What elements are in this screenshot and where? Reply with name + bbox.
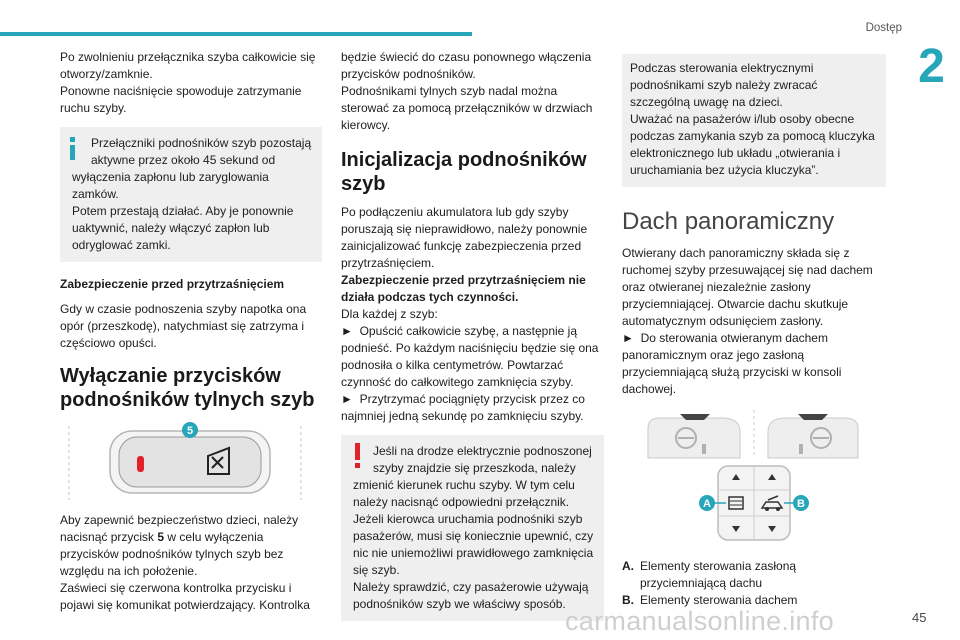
info-line: wyłączenia zapłonu lub zaryglowania: [72, 170, 269, 184]
step: ► Przytrzymać pociągnięty przycisk przez co najmniej jedną sekundę po zamknięciu szyby.: [341, 392, 585, 423]
warning-line: się szyb.: [353, 563, 400, 577]
caution-line: szczególną uwagę na dzieci.: [630, 95, 783, 109]
warning-line: Jeśli na drodze elektrycznie podnoszonej: [373, 444, 592, 458]
warning-line: pasażerów, musi się koniecznie upewnić, czy: [353, 529, 594, 543]
caution-line: elektronicznego lub układu „otwierania i: [630, 146, 841, 160]
subheading: Zabezpieczenie przed przytrzaśnięciem: [60, 277, 285, 291]
page-number: 45: [912, 610, 927, 625]
info-line: uaktywnić, należy włączyć zapłon lub: [72, 221, 270, 235]
info-icon: [68, 137, 77, 160]
legend-item: B. Elementy sterowania dachem: [622, 593, 798, 607]
info-line: Potem przestają działać. Aby je ponownie: [72, 204, 294, 218]
warning-line: Jeżeli kierowca uruchamia podnośniki szyb: [353, 512, 583, 526]
paragraph: Zaświeci się czerwona kontrolka przycisku i pojawi się komunikat potwierdzający. Kontrolka: [60, 581, 310, 612]
paragraph: Po podłączeniu akumulatora lub gdy szyby poruszają się nieprawidłowo, należy ponownie zainicjalizować funkcję zabezpieczenia przed przytrzaśnięciem.: [341, 205, 588, 270]
warning-line: podnośników szyb we właściwy sposób.: [353, 597, 566, 611]
caution-box: [622, 54, 886, 187]
step: ► Opuścić całkowicie szybę, a następnie ją podnieść. Po każdym naciśnięciu będzie się ona podnosiła o kilka centymetrów. Powtarzać czynność do całkowitego zamknięcia szyby.: [341, 324, 599, 389]
warning-line: szyby znajdzie się przeszkoda, należy: [373, 461, 576, 475]
chapter-number: 2: [918, 40, 945, 93]
section-heading: Dach panoramiczny: [622, 208, 835, 235]
paragraph: Aby zapewnić bezpieczeństwo dzieci, należy nacisnąć przycisk 5 w celu wyłączenia przycisków podnośników tylnych szyb bez względu na ich położenie.: [60, 513, 299, 578]
warning-line: nic nie uniemożliwi prawidłowego zamknięcia: [353, 546, 594, 560]
roof-console-figure: [622, 406, 886, 544]
paragraph: Po zwolnieniu przełącznika szyba całkowicie się otworzy/zamknie.: [60, 50, 316, 81]
warning-line: zmienić kierunek ruchu szyby. W tym celu: [353, 478, 575, 492]
info-line: odryglować zamki.: [72, 238, 171, 252]
caution-line: Uważać na pasażerów i/lub osoby obecne: [630, 112, 855, 126]
paragraph: będzie świecić do czasu ponownego włączenia przycisków podnośników.: [341, 50, 592, 81]
column-1: [60, 49, 322, 614]
warning-box: [341, 435, 604, 621]
warning-icon: [353, 443, 362, 469]
legend-item: A. Elementy sterowania zasłoną przyciemniającą dachu: [622, 559, 797, 590]
child-lock-button-figure: [60, 422, 322, 504]
paragraph: Dla każdej z szyb:: [341, 307, 438, 321]
paragraph: ► Do sterowania otwieranym dachem panoramicznym oraz jego zasłoną przyciemniającą służą przyciski w konsoli dachowej.: [622, 331, 842, 396]
column-3: [622, 54, 886, 609]
info-line: Przełączniki podnośników szyb pozostają: [91, 136, 312, 150]
caution-line: uruchamiania bez użycia kluczyka”.: [630, 163, 819, 177]
section-heading: Wyłączanie przycisków podnośników tylnych szyb: [60, 365, 315, 411]
info-line: aktywne przez około 45 sekund od: [91, 153, 276, 167]
paragraph: Otwierany dach panoramiczny składa się z ruchomej szyby przesuwającej się nad dachem oraz otwieranej niezależnie zasłony przyciemniającej. Otwarcie dachu skutkuje automatycznym odsunięciem zasłony.: [622, 246, 873, 328]
figure-callout-5: 5: [186, 425, 194, 437]
section-heading: Inicjalizacja podnośników szyb: [341, 149, 587, 195]
watermark: carmanualsonline.info: [565, 606, 834, 636]
paragraph: Ponowne naciśnięcie spowoduje zatrzymanie ruchu szyby.: [60, 84, 302, 115]
caution-line: Podczas sterowania elektrycznymi: [630, 61, 814, 75]
warning-line: należy nacisnąć odpowiedni przełącznik.: [353, 495, 570, 509]
caution-line: podnośnikami szyb należy zwracać: [630, 78, 818, 92]
figure-label-a: A: [703, 498, 711, 510]
info-box: [60, 127, 322, 262]
warning-line: Należy sprawdzić, czy pasażerowie używają: [353, 580, 589, 594]
paragraph: Podnośnikami tylnych szyb nadal można sterować za pomocą przełączników w drzwiach kierowcy.: [341, 84, 593, 132]
paragraph: Gdy w czasie podnoszenia szyby napotka ona opór (przeszkodę), natychmiast się zatrzyma i częściowo opuści.: [60, 302, 307, 350]
header-accent-bar: [0, 32, 472, 36]
figure-label-b: B: [797, 498, 805, 510]
paragraph-bold: Zabezpieczenie przed przytrzaśnięciem nie działa podczas tych czynności.: [341, 273, 586, 304]
section-title: Dostęp: [865, 22, 902, 34]
column-2: [341, 49, 604, 621]
info-line: zamków.: [72, 187, 119, 201]
caution-line: podczas zamykania szyb za pomocą kluczyka: [630, 129, 875, 143]
